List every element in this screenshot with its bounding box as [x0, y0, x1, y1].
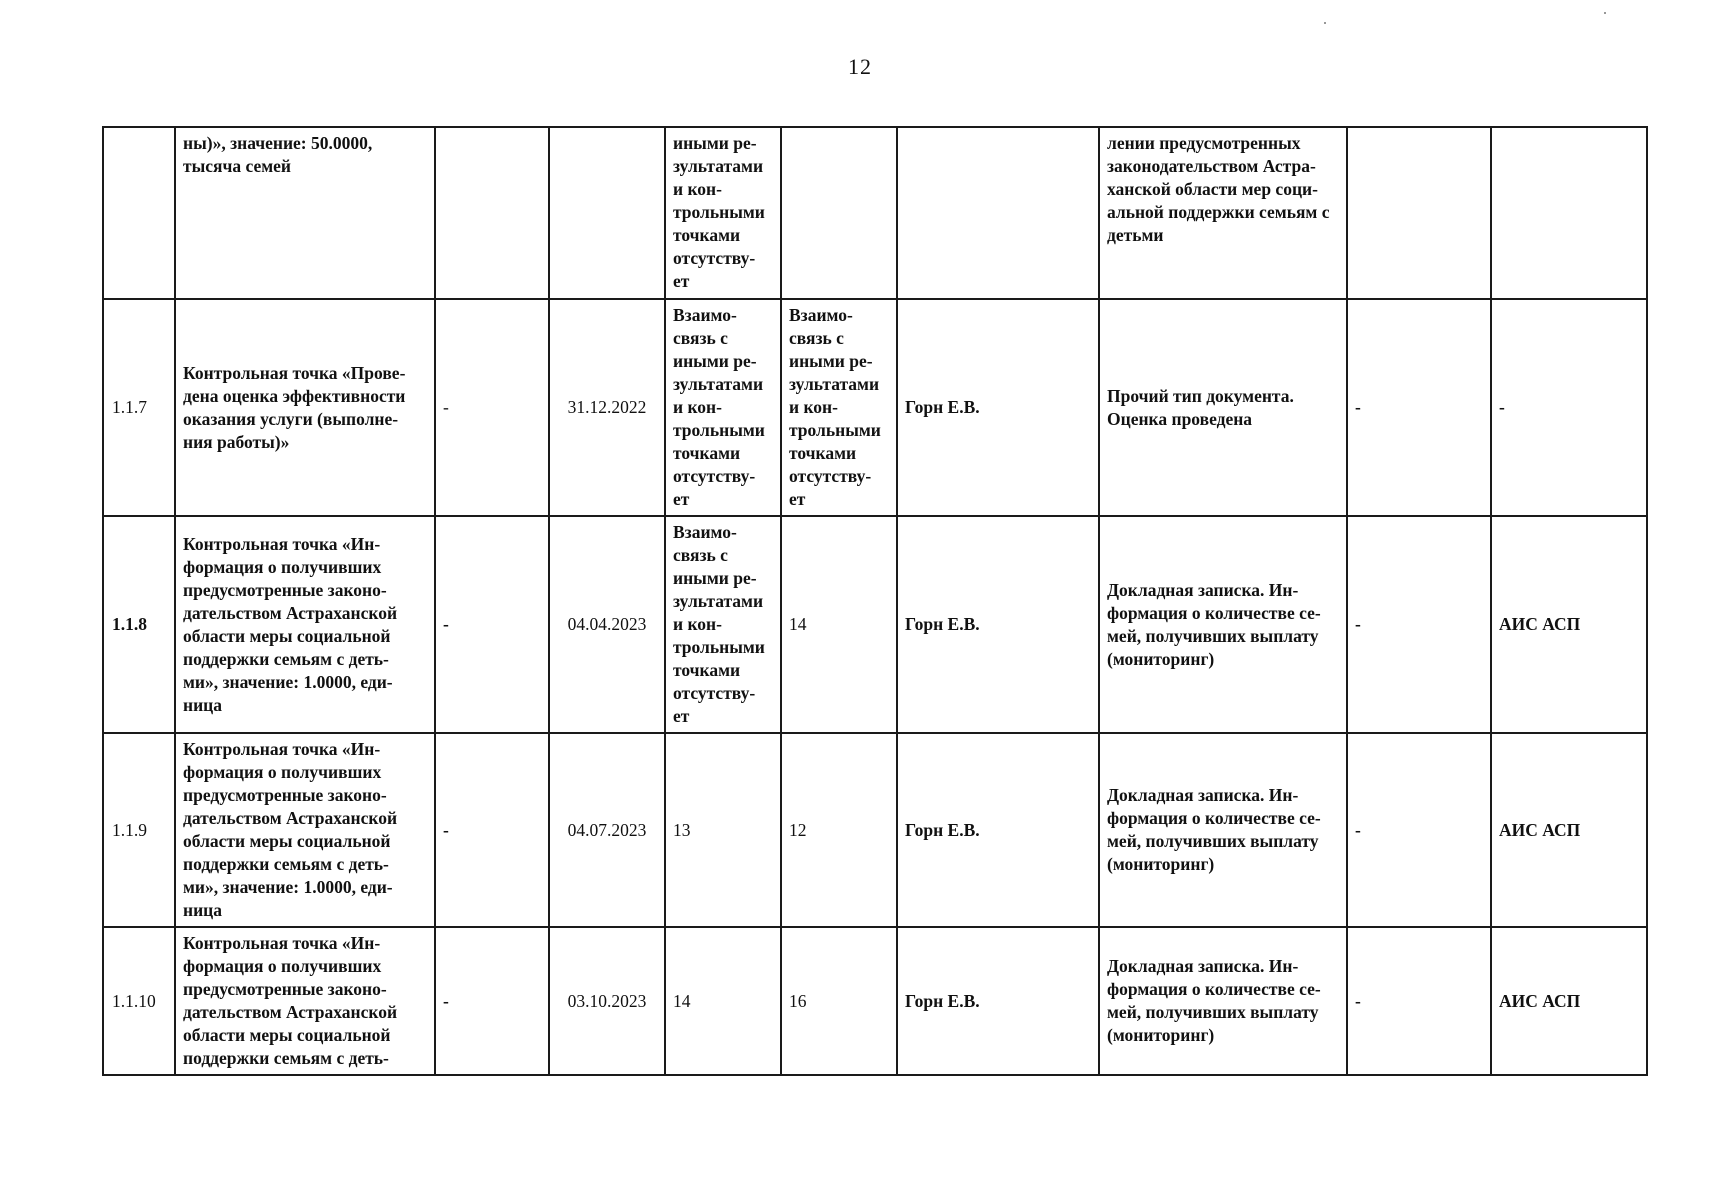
cell-relation-2: 12 — [781, 733, 897, 927]
cell-name: ны)», значение: 50.0000, тысяча семей — [175, 127, 435, 299]
cell-document: Докладная записка. Ин- формация о количестве се- мей, получивших выплату (мониторинг) — [1099, 927, 1347, 1075]
cell-relation: Взаимо- связь с иными ре- зультатами и кон- трольными точками отсутству- ет — [665, 299, 781, 516]
cell-system: АИС АСП — [1491, 927, 1647, 1075]
cell-document: Докладная записка. Ин- формация о количестве се- мей, получивших выплату (мониторинг) — [1099, 516, 1347, 733]
cell-col3 — [435, 127, 549, 299]
scan-speck — [1324, 22, 1326, 24]
cell-relation-2: 16 — [781, 927, 897, 1075]
cell-responsible: Горн Е.В. — [897, 299, 1099, 516]
cell-date — [549, 127, 665, 299]
table-row — [103, 299, 1647, 516]
cell-id: 1.1.7 — [103, 299, 175, 516]
cell-date: 04.04.2023 — [549, 516, 665, 733]
cell-id: 1.1.9 — [103, 733, 175, 927]
cell-system: - — [1491, 299, 1647, 516]
cell-date: 03.10.2023 — [549, 927, 665, 1075]
cell-date: 31.12.2022 — [549, 299, 665, 516]
cell-system — [1491, 127, 1647, 299]
cell-responsible — [897, 127, 1099, 299]
cell-name: Контрольная точка «Прове- дена оценка эффективности оказания услуги (выполне- ния работы)» — [175, 299, 435, 516]
document-table-container — [102, 126, 1648, 1076]
cell-responsible: Горн Е.В. — [897, 516, 1099, 733]
cell-col9 — [1347, 127, 1491, 299]
cell-col3: - — [435, 733, 549, 927]
table-row — [103, 927, 1647, 1075]
cell-document: Прочий тип документа. Оценка проведена — [1099, 299, 1347, 516]
cell-relation-2: Взаимо- связь с иными ре- зультатами и кон- трольными точками отсутству- ет — [781, 299, 897, 516]
cell-system: АИС АСП — [1491, 516, 1647, 733]
cell-date: 04.07.2023 — [549, 733, 665, 927]
cell-name: Контрольная точка «Ин- формация о получивших предусмотренные законо- дательством Астраханской области меры социальной поддержки семьям с деть- — [175, 927, 435, 1075]
cell-document: Докладная записка. Ин- формация о количестве се- мей, получивших выплату (мониторинг) — [1099, 733, 1347, 927]
table-row — [103, 516, 1647, 733]
cell-col9: - — [1347, 733, 1491, 927]
scan-speck — [1604, 12, 1606, 14]
cell-id — [103, 127, 175, 299]
cell-col9: - — [1347, 299, 1491, 516]
cell-col3: - — [435, 927, 549, 1075]
cell-document: лении предусмотренных законодательством Астра- ханской области мер соци- альной поддержки семьям с детьми — [1099, 127, 1347, 299]
cell-col9: - — [1347, 516, 1491, 733]
cell-relation-2: 14 — [781, 516, 897, 733]
cell-relation-2 — [781, 127, 897, 299]
cell-responsible: Горн Е.В. — [897, 733, 1099, 927]
cell-id: 1.1.10 — [103, 927, 175, 1075]
cell-name: Контрольная точка «Ин- формация о получивших предусмотренные законо- дательством Астраханской области меры социальной поддержки семьям с деть- ми», значение: 1.0000, еди- ница — [175, 733, 435, 927]
table-row — [103, 127, 1647, 299]
cell-id: 1.1.8 — [103, 516, 175, 733]
cell-relation: 14 — [665, 927, 781, 1075]
page-number: 12 — [848, 54, 872, 79]
cell-name: Контрольная точка «Ин- формация о получивших предусмотренные законо- дательством Астраханской области меры социальной поддержки семьям с деть- ми», значение: 1.0000, еди- ница — [175, 516, 435, 733]
table-row — [103, 733, 1647, 927]
control-points-table — [102, 126, 1648, 1076]
cell-relation: иными ре- зультатами и кон- трольными точками отсутству- ет — [665, 127, 781, 299]
cell-responsible: Горн Е.В. — [897, 927, 1099, 1075]
cell-relation: 13 — [665, 733, 781, 927]
cell-col3: - — [435, 299, 549, 516]
cell-relation: Взаимо- связь с иными ре- зультатами и кон- трольными точками отсутству- ет — [665, 516, 781, 733]
cell-col3: - — [435, 516, 549, 733]
cell-col9: - — [1347, 927, 1491, 1075]
cell-system: АИС АСП — [1491, 733, 1647, 927]
